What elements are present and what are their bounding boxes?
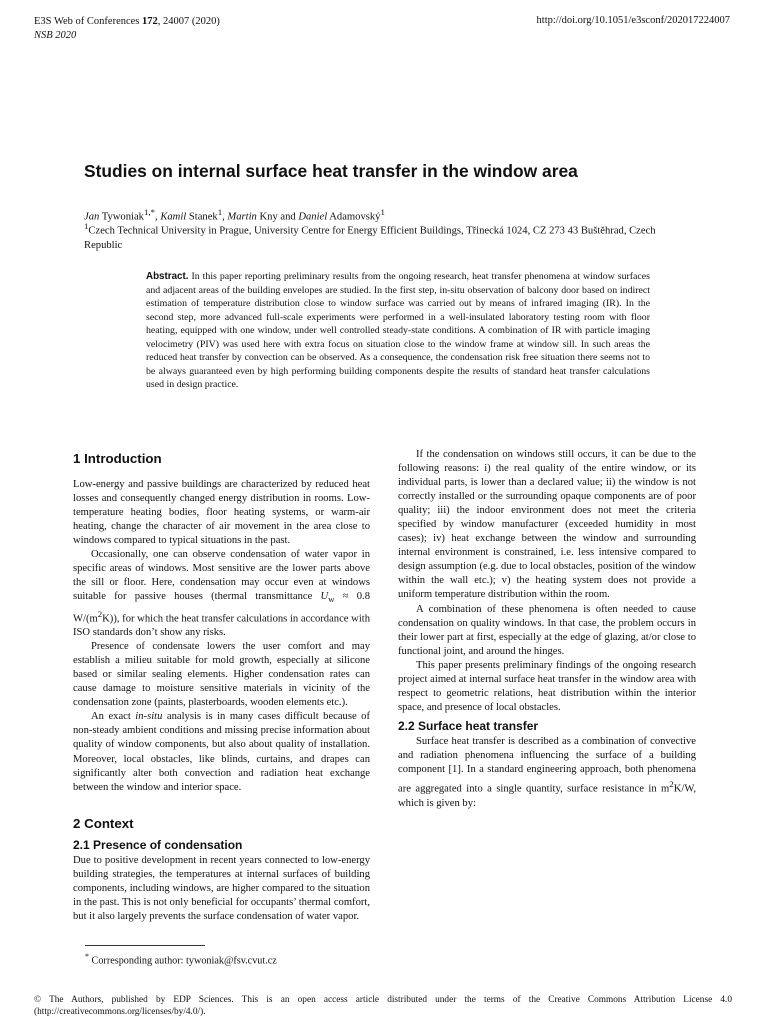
author-affiliation-mark: 1 (217, 207, 223, 217)
section-heading-context: 2 Context (73, 815, 134, 831)
conference-name: NSB 2020 (34, 30, 77, 41)
right-column (398, 448, 696, 811)
left-column (73, 449, 370, 924)
abstract-text: In this paper reporting preliminary results from the ongoing research, heat transfer phenomena at window surfaces and adjacent areas of the building envelopes are studied. In the first step, in-situ observation of balcony door based on indirect estimation of temperature distribution close to window surface was carried out by means of infrared imaging (IR). In the second step, more advanced full-scale experiments were performed in a well-insulated laboratory testing room with floor heating, equipped with one window, under well controlled steady-state conditions. A combination of IR with particle imaging velocimetry (PIV) was used here with extra focus on situation close to the window frame at window sill. In such areas the reduced heat transfer by convection can be observed. As a consequence, the condensation risk free situation there seems not to be always guaranteed even by high performing building components despite the results of standard heat transfer calculations used in design practice. (146, 271, 650, 391)
paragraph: Surface heat transfer is described as a combination of convective and radiation phenomena influencing the surface of a building component [1]. In a standard engineering approach, both phenomena are aggregated into a single quantity, surface resistance in $m^2K/W$, which is given by: (398, 735, 696, 809)
paragraph: This paper presents preliminary findings of the ongoing research project aimed at internal surface heat transfer in the window area with respect to geometric relations, heat distribution within the interior space, and presence of local obstacles. (398, 659, 696, 713)
journal-name: E3S Web of Conferences (34, 16, 143, 27)
subsection-heading-surface-heat-transfer: 2.2 Surface heat transfer (398, 718, 539, 733)
footnote-mark: * (85, 952, 89, 961)
abstract-label: Abstract. (146, 271, 189, 282)
paragraph: A combination of these phenomena is often needed to cause condensation on quality windows. In that case, the problem occurs in their lower part at first, especially at the edge of glazing, at/or close to functional joint, and around the hinges. (398, 603, 696, 657)
author-last-name: Kny and (256, 211, 299, 223)
author-list: Jan Tywoniak$^{1,*}$, Kamil Stanek$^1$, Martin Kny and Daniel Adamovský$^1$ (84, 207, 385, 223)
affiliation (84, 219, 684, 253)
author-first-name: Kamil (160, 211, 187, 223)
author-affiliation-mark: 1 (380, 207, 385, 217)
author-first-name: Jan (84, 211, 100, 223)
running-header (34, 15, 220, 43)
article-number-year: , 24007 (2020) (157, 16, 220, 27)
italic-term: in-situ (135, 711, 163, 723)
author-first-name: Martin (227, 211, 257, 223)
journal-citation (34, 15, 220, 29)
paragraph: Presence of condensate lowers the user comfort and may establish a milieu suitable for mold growth, especially at silicone based or similar sealing elements. Higher condensation rates can cause damage to moisture sensitive materials in vicinity of the condensation zone (paints, plasterboards, wooden elements etc.). (73, 641, 370, 709)
affiliation-mark: 1 (84, 221, 89, 231)
paragraph: Due to positive development in recent years connected to low-energy building strategies, the temperatures at internal surfaces of building components, including windows, are higher compared to the situation in the past. This is not only beneficial for occupants’ thermal comfort, but it also largely prevents the surface condensation of water vapor. (73, 854, 370, 922)
paragraph: If the condensation on windows still occurs, it can be due to the following reasons: i) the real quality of the entire window, or its individual parts, is lower than a declared value; ii) the window is not correctly installed or the surrounding opaque components are of poor quality; iii) the indoor environment does not meet the criteria specified by window manufacturer (exceeded humidity in most cases); iv) heat exchange between the window and surrounding internal environment is constrained, i.e. less intensive compared to design assumption (e.g. due to local obstacles, position of the window within the wall etc.); v) the heating system does not provide a uniform temperature distribution within the room. (398, 449, 696, 601)
paragraph: Occasionally, one can observe condensation of water vapor in specific areas of windows. Most sensitive are the lower parts above the sill or floor. Here, condensation may occur even at windows suitable for passive houses (thermal transmittance $U_w \approx 0.8$ $W/(m^2K)$), for which the heat transfer calculations in accordance with ISO standards don’t show any risks. (73, 549, 370, 639)
author-last-name: Tywoniak (99, 211, 144, 223)
subsection-heading-condensation: 2.1 Presence of condensation (73, 837, 243, 852)
footnote (85, 952, 277, 966)
paragraph: Low-energy and passive buildings are characterized by reduced heat losses and consequently changed energy distribution in rooms. Low-temperature heating bodies, floor heating systems, or warm-air heating, change the character of air movement in the area close to windows compared to typical situations in the past. (73, 479, 370, 547)
journal-volume: 172 (142, 16, 158, 27)
author-last-name: Adamovský (327, 211, 381, 223)
doi-link[interactable]: http://doi.org/10.1051/e3sconf/202017224007 (536, 15, 730, 26)
corresponding-author: Corresponding author: tywoniak@fsv.cvut.cz (89, 955, 277, 967)
author-last-name: Stanek (186, 211, 218, 223)
symbol-u: U (320, 591, 329, 603)
license-footer: © The Authors, published by EDP Sciences. This is an open access article distributed under the terms of the Creative Commons Attribution License 4.0 (http://creativecommons.org/licenses/by/4.0/). (34, 995, 732, 1017)
section-heading-introduction: 1 Introduction (73, 451, 162, 466)
author-first-name: Daniel (298, 211, 328, 223)
abstract (146, 270, 650, 392)
paper-title: Studies on internal surface heat transfer in the window area (84, 161, 578, 181)
paragraph: An exact in-situ analysis is in many cases difficult because of non-steady ambient conditions and missing precise information about quality of window components, but also about quality of installation. Moreover, local obstacles, like blinds, curtains, and drapes can significantly alter both convection and radiation heat exchange between the window and interior space. (73, 711, 370, 793)
author-affiliation-mark: 1,* (143, 207, 156, 217)
affiliation-text: Czech Technical University in Prague, University Centre for Energy Efficient Buildings, Třinecká 1024, CZ 273 43 Buštěhrad, Czech Republic (84, 225, 656, 251)
footnote-divider (85, 945, 205, 946)
